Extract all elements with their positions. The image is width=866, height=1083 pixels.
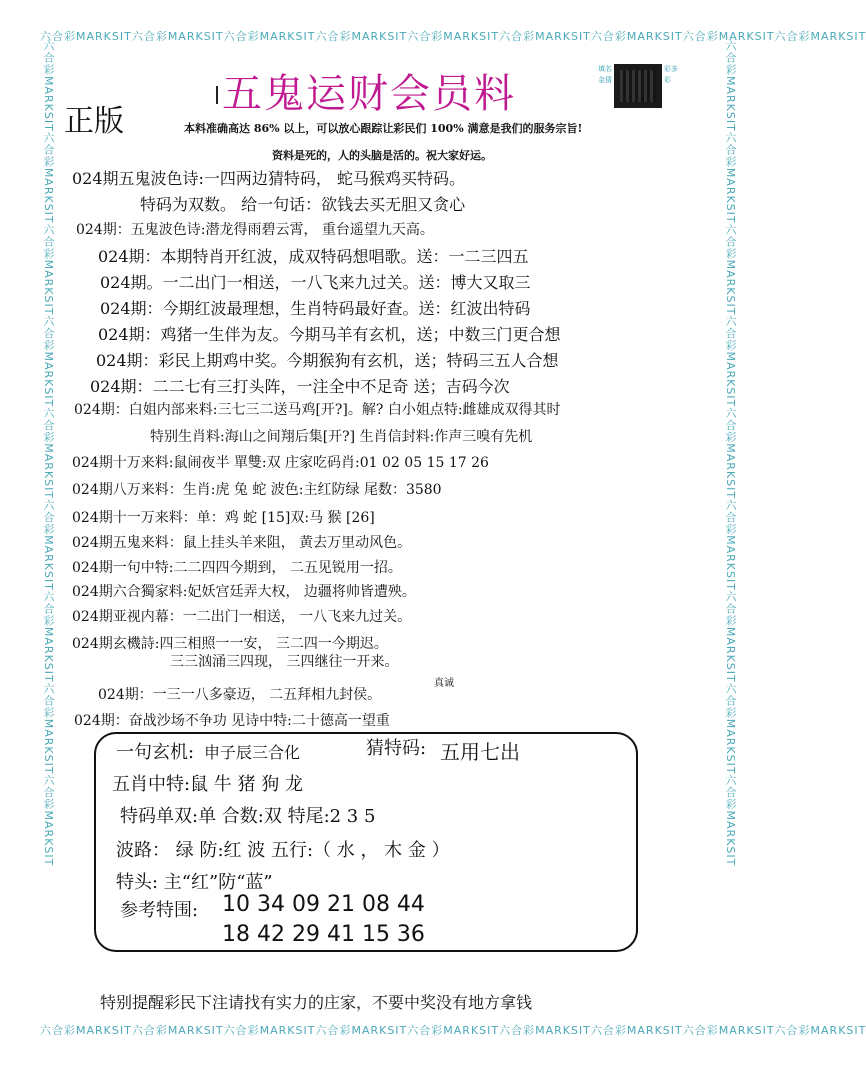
notice-line-2: 资料是死的，人的头脑是活的。祝大家好运。 <box>272 149 492 162</box>
content-line: 024期。一二出门一相送，一八飞来九过关。送：博大又取三 <box>100 273 531 292</box>
content-line: 024期亚视内幕：一二出门一相送， 一八飞来九过关。 <box>72 609 412 625</box>
content-line: 024期五鬼来料：鼠上挂头羊来阻， 黄去万里动风色。 <box>72 535 412 551</box>
page-title: 五鬼运财会员料 <box>222 71 516 117</box>
content-line: 024期玄機詩:四三相照一一安， 三二四一今期迟。 <box>72 636 388 652</box>
box-row1-label2: 猜特码: <box>366 738 427 759</box>
content-line: 024期十万来料:鼠闹夜半 單雙:双 庄家吃码肖:01 02 05 15 17 26 <box>72 455 489 471</box>
qr-code-icon <box>614 64 662 108</box>
content-line: 三三汹涌三四现， 三四继往一开来。 <box>170 654 399 670</box>
left-border-watermark: 六合彩MARKSIT六合彩MARKSIT六合彩MARKSIT六合彩MARKSIT六合彩MARKSIT六合彩MARKSIT六合彩MARKSIT六合彩MARKSIT六合彩MARKSIT <box>42 40 55 867</box>
content-line: 特码为双数。 给一句话：欲钱去买无胆又贪心 <box>140 195 466 214</box>
box-row3: 特码单双:单 合数:双 特尾:2 3 5 <box>120 806 376 827</box>
box-row1-value: 申子辰三合化 <box>204 743 301 762</box>
content-line: 024期：奋战沙场不争功 见诗中特:二十德高一望重 <box>74 713 390 729</box>
content-line: 024期六合獨家料:妃妖宫廷弄大权， 边疆将帅皆遭殃。 <box>72 584 416 600</box>
top-border-watermark: 六合彩MARKSIT六合彩MARKSIT六合彩MARKSIT六合彩MARKSIT六合彩MARKSIT六合彩MARKSIT六合彩MARKSIT六合彩MARKSIT六合彩MARKSIT <box>40 30 866 43</box>
content-line: 024期：本期特肖开红波，成双特码想唱歌。送：一二三四五 <box>98 247 529 266</box>
box-row7-numbers: 18 42 29 41 15 36 <box>222 922 425 947</box>
content-line: 024期：二二七有三打头阵，一注全中不足奇 送；吉码今次 <box>90 377 510 396</box>
content-line: 024期：一三一八多豪迈， 二五拜相九封侯。 <box>98 687 382 703</box>
content-line: 024期五鬼波色诗:一四两边猜特码， 蛇马猴鸡买特码。 <box>72 169 466 188</box>
title-bar-mark <box>216 86 218 104</box>
box-row1-label: 一句玄机: <box>116 742 195 763</box>
content-line: 特别生肖料:海山之间翔后集[开?] 生肖信封料:作声三嗅有先机 <box>150 429 533 445</box>
box-row5: 特头: 主“红”防“蓝” <box>116 872 273 893</box>
content-line: 024期：白姐内部来料:三七三二送马鸡[开?]。解? 白小姐点特:雌雄成双得其时 <box>74 402 561 418</box>
qr-right-caption: 彩多彩 <box>664 65 678 84</box>
edition-label: 正版 <box>64 104 124 139</box>
content-line: 024期：五鬼波色诗:潜龙得雨碧云霄， 重台遥望九天高。 <box>76 222 434 238</box>
content-line: 024期：鸡猪一生伴为友。今期马羊有玄机，送；中数三门更合想 <box>98 325 561 344</box>
stamp-text: 真诚 <box>434 678 454 689</box>
box-row6-label: 参考特围: <box>120 900 199 921</box>
notice-line-1: 本料准确高达 86% 以上，可以放心跟踪让彩民们 100% 满意是我们的服务宗旨! <box>184 122 583 135</box>
content-line: 024期：彩民上期鸡中奖。今期猴狗有玄机，送；特码三五人合想 <box>96 351 559 370</box>
box-row2: 五肖中特:鼠 牛 猪 狗 龙 <box>112 774 303 795</box>
content-line: 024期八万来料：生肖:虎 兔 蛇 波色:主红防绿 尾数：3580 <box>72 482 442 498</box>
qr-left-caption: 填名金猜 <box>598 65 612 84</box>
bottom-border-watermark: 六合彩MARKSIT六合彩MARKSIT六合彩MARKSIT六合彩MARKSIT六合彩MARKSIT六合彩MARKSIT六合彩MARKSIT六合彩MARKSIT六合彩MARKSIT <box>40 1024 866 1037</box>
right-border-watermark: 六合彩MARKSIT六合彩MARKSIT六合彩MARKSIT六合彩MARKSIT六合彩MARKSIT六合彩MARKSIT六合彩MARKSIT六合彩MARKSIT六合彩MARKSIT <box>724 40 737 867</box>
content-line: 024期十一万来料：单：鸡 蛇 [15]双:马 猴 [26] <box>72 510 375 526</box>
footer-notice: 特别提醒彩民下注请找有实力的庄家，不要中奖没有地方拿钱 <box>100 993 533 1012</box>
content-line: 024期一句中特:二二四四今期到， 二五见锐用一招。 <box>72 560 402 576</box>
box-row1-value2: 五用七出 <box>440 740 520 764</box>
box-row4: 波路： 绿 防:红 波 五行:（ 水 ， 木 金 ） <box>116 840 450 861</box>
box-row6-numbers: 10 34 09 21 08 44 <box>222 892 425 917</box>
content-line: 024期：今期红波最理想，生肖特码最好查。送：红波出特码 <box>100 299 531 318</box>
